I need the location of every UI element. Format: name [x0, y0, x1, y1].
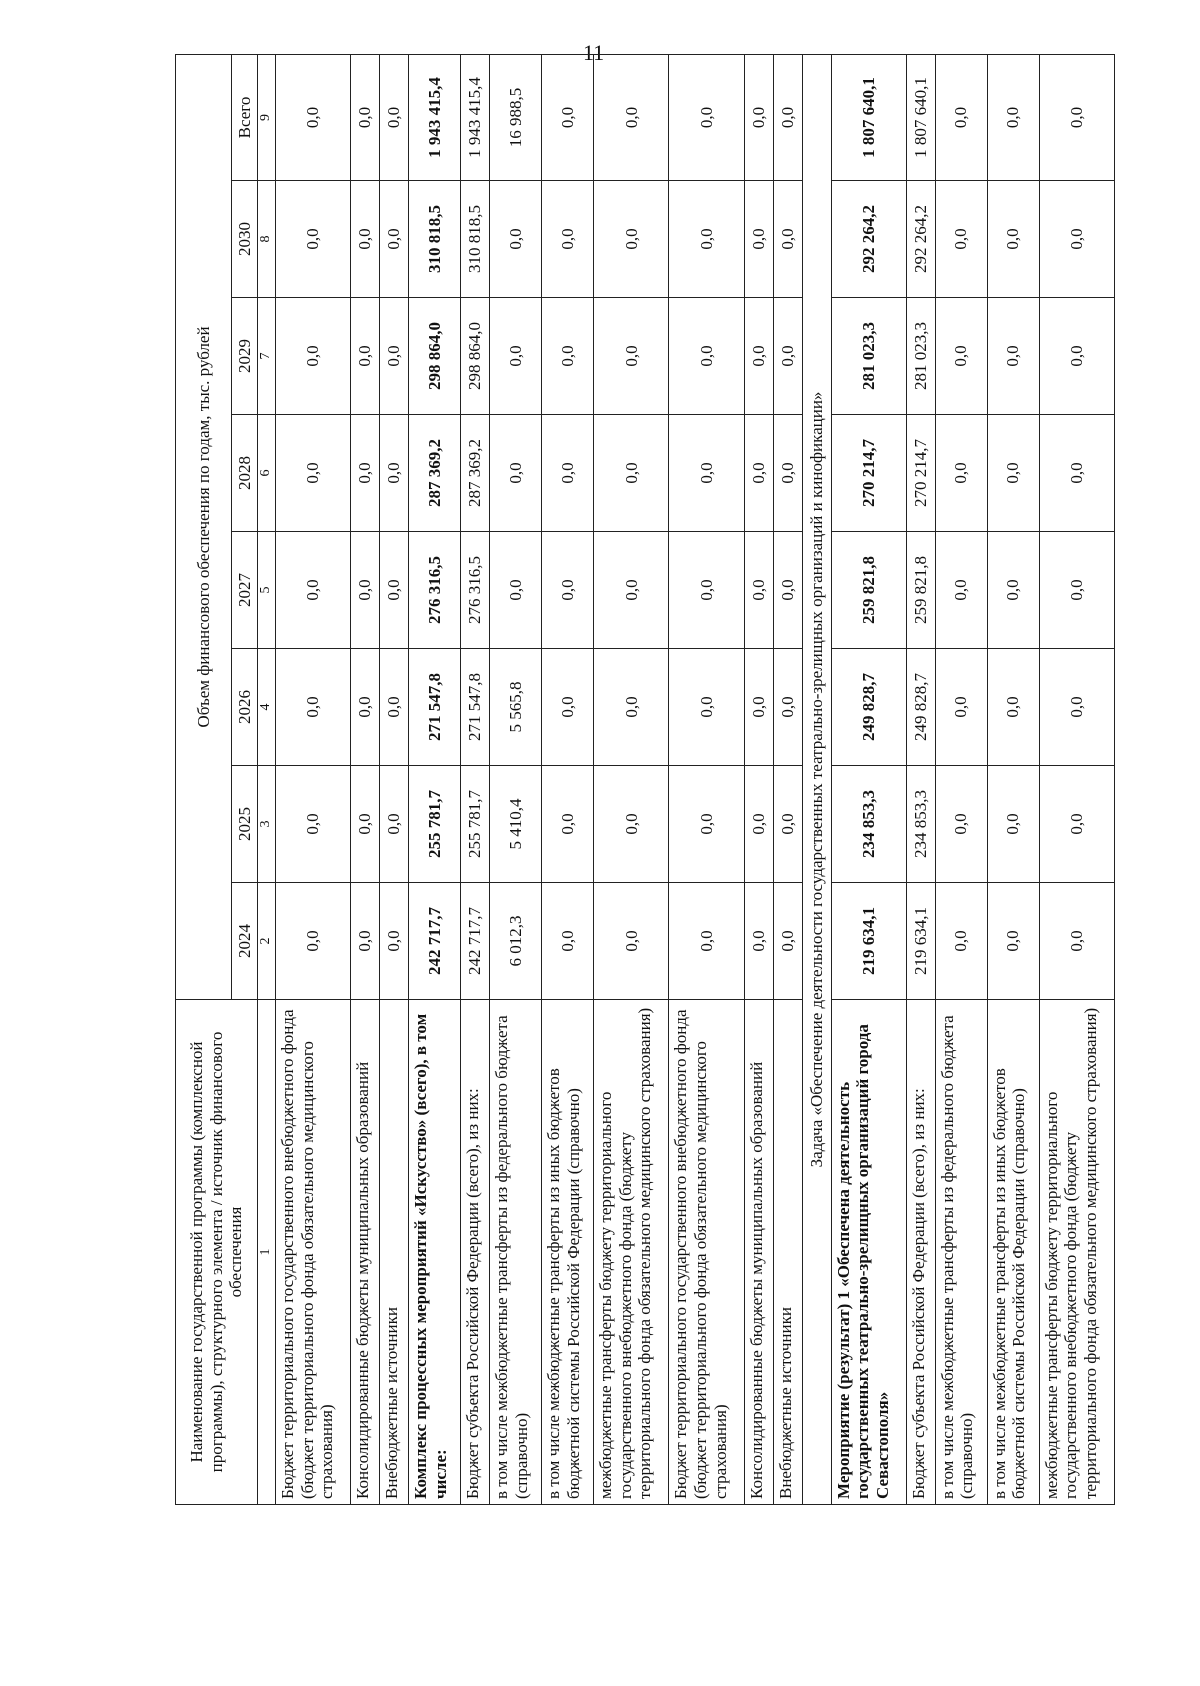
row-value: 0,0 [380, 532, 409, 649]
row-value: 0,0 [490, 532, 542, 649]
row-value: 0,0 [935, 415, 987, 532]
page-number: 11 [583, 40, 605, 65]
row-value: 270 214,7 [906, 415, 935, 532]
row-value: 0,0 [380, 766, 409, 883]
row-value: 0,0 [542, 766, 594, 883]
row-value: 0,0 [380, 181, 409, 298]
row-label: Внебюджетные источники [380, 1000, 409, 1505]
row-value: 0,0 [276, 415, 351, 532]
row-value: 0,0 [669, 415, 744, 532]
row-value: 287 369,2 [409, 415, 461, 532]
row-value: 0,0 [594, 883, 669, 1000]
row-value: 0,0 [542, 415, 594, 532]
row-value: 0,0 [987, 415, 1039, 532]
row-value: 1 943 415,4 [409, 54, 461, 180]
table-row [594, 54, 669, 1504]
row-label: в том числе межбюджетные трансферты из иных бюджетов бюджетной системы Российской Федерации (справочно) [987, 1000, 1039, 1505]
row-value: 0,0 [773, 532, 802, 649]
row-value: 0,0 [773, 766, 802, 883]
header-col-number-6: 7 [258, 298, 276, 415]
row-value: 0,0 [542, 649, 594, 766]
row-value: 0,0 [351, 415, 380, 532]
table-row [351, 54, 380, 1504]
table-row [773, 54, 802, 1504]
task-row [802, 54, 831, 1504]
row-value: 0,0 [490, 298, 542, 415]
row-value: 0,0 [542, 181, 594, 298]
table-row [409, 54, 461, 1504]
row-value: 0,0 [744, 298, 773, 415]
header-col-number-2: 3 [258, 766, 276, 883]
row-value: 255 781,7 [409, 766, 461, 883]
row-value: 0,0 [935, 181, 987, 298]
row-label: Бюджет субъекта Российской Федерации (всего), из них: [906, 1000, 935, 1505]
row-label: в том числе межбюджетные трансферты из иных бюджетов бюджетной системы Российской Федерации (справочно) [542, 1000, 594, 1505]
row-value: 281 023,3 [831, 298, 906, 415]
row-value: 281 023,3 [906, 298, 935, 415]
table-row [490, 54, 542, 1504]
header-year-0: 2024 [232, 883, 258, 1000]
row-label: межбюджетные трансферты бюджету территориального государственного внебюджетного фонда (бюджету территориального фонда обязательного медицинского страхования) [594, 1000, 669, 1505]
row-value: 0,0 [1039, 298, 1114, 415]
header-col-number-1: 2 [258, 883, 276, 1000]
header-name-column: Наименование государственной программы (комплексной программы), структурного элемента / источник финансового обеспечения [176, 1000, 258, 1505]
row-value: 0,0 [744, 415, 773, 532]
row-label: Бюджет территориального государственного внебюджетного фонда (бюджет территориального фонда обязательного медицинского страхования) [276, 1000, 351, 1505]
table-row [744, 54, 773, 1504]
row-value: 310 818,5 [409, 181, 461, 298]
row-value: 0,0 [1039, 766, 1114, 883]
row-value: 5 410,4 [490, 766, 542, 883]
row-value: 0,0 [380, 54, 409, 180]
row-value: 0,0 [935, 649, 987, 766]
row-value: 298 864,0 [461, 298, 490, 415]
row-value: 0,0 [542, 532, 594, 649]
row-value: 0,0 [773, 181, 802, 298]
row-value: 0,0 [351, 883, 380, 1000]
task-label: Задача «Обеспечение деятельности государственных театрально-зрелищных организаций и кинофикации» [802, 54, 831, 1504]
row-value: 0,0 [542, 883, 594, 1000]
header-year-4: 2028 [232, 415, 258, 532]
row-value: 0,0 [669, 649, 744, 766]
row-value: 0,0 [594, 649, 669, 766]
row-value: 0,0 [276, 766, 351, 883]
row-value: 0,0 [594, 532, 669, 649]
row-value: 0,0 [987, 766, 1039, 883]
row-value: 234 853,3 [831, 766, 906, 883]
row-value: 0,0 [594, 766, 669, 883]
row-value: 0,0 [773, 883, 802, 1000]
row-value: 0,0 [773, 649, 802, 766]
row-value: 0,0 [351, 766, 380, 883]
header-year-7: Всего [232, 54, 258, 180]
row-value: 6 012,3 [490, 883, 542, 1000]
row-value: 242 717,7 [461, 883, 490, 1000]
header-year-2: 2026 [232, 649, 258, 766]
row-value: 0,0 [594, 181, 669, 298]
row-value: 0,0 [935, 532, 987, 649]
row-value: 0,0 [594, 54, 669, 180]
row-value: 0,0 [380, 415, 409, 532]
row-value: 0,0 [669, 54, 744, 180]
row-value: 259 821,8 [831, 532, 906, 649]
row-label: Консолидированные бюджеты муниципальных образований [351, 1000, 380, 1505]
row-value: 271 547,8 [409, 649, 461, 766]
row-value: 0,0 [987, 181, 1039, 298]
header-col-number-8: 9 [258, 54, 276, 180]
row-value: 0,0 [594, 298, 669, 415]
row-value: 0,0 [987, 649, 1039, 766]
table-row [831, 54, 906, 1504]
header-col-number-5: 6 [258, 415, 276, 532]
header-col-number-4: 5 [258, 532, 276, 649]
row-value: 1 807 640,1 [831, 54, 906, 180]
row-value: 0,0 [744, 766, 773, 883]
row-value: 0,0 [987, 532, 1039, 649]
row-value: 0,0 [744, 649, 773, 766]
table-row [669, 54, 744, 1504]
row-value: 0,0 [542, 54, 594, 180]
row-value: 0,0 [351, 298, 380, 415]
row-value: 0,0 [744, 54, 773, 180]
table-row [542, 54, 594, 1504]
row-value: 0,0 [1039, 181, 1114, 298]
row-value: 298 864,0 [409, 298, 461, 415]
row-value: 242 717,7 [409, 883, 461, 1000]
table-row [935, 54, 987, 1504]
row-value: 270 214,7 [831, 415, 906, 532]
row-value: 0,0 [351, 532, 380, 649]
row-value: 0,0 [1039, 54, 1114, 180]
header-year-3: 2027 [232, 532, 258, 649]
row-value: 0,0 [987, 883, 1039, 1000]
header-volume-title: Объем финансового обеспечения по годам, тыс. рублей [176, 54, 232, 999]
row-label: межбюджетные трансферты бюджету территориального государственного внебюджетного фонда (бюджету территориального фонда обязательного медицинского страхования) [1039, 1000, 1114, 1505]
row-value: 0,0 [380, 649, 409, 766]
row-value: 259 821,8 [906, 532, 935, 649]
row-value: 0,0 [1039, 883, 1114, 1000]
header-year-1: 2025 [232, 766, 258, 883]
row-value: 0,0 [490, 415, 542, 532]
row-value: 0,0 [490, 181, 542, 298]
row-label: Консолидированные бюджеты муниципальных образований [744, 1000, 773, 1505]
row-value: 0,0 [935, 54, 987, 180]
row-value: 1 943 415,4 [461, 54, 490, 180]
row-value: 292 264,2 [906, 181, 935, 298]
row-value: 234 853,3 [906, 766, 935, 883]
row-value: 0,0 [935, 883, 987, 1000]
row-label: в том числе межбюджетные трансферты из федерального бюджета (справочно) [935, 1000, 987, 1505]
row-value: 0,0 [594, 415, 669, 532]
table-row [461, 54, 490, 1504]
row-value: 16 988,5 [490, 54, 542, 180]
row-value: 292 264,2 [831, 181, 906, 298]
row-value: 0,0 [380, 883, 409, 1000]
header-year-6: 2030 [232, 181, 258, 298]
row-value: 0,0 [669, 883, 744, 1000]
row-label: Внебюджетные источники [773, 1000, 802, 1505]
row-value: 0,0 [669, 298, 744, 415]
row-label: Комплекс процессных мероприятий «Искусство» (всего), в том числе: [409, 1000, 461, 1505]
row-value: 0,0 [276, 181, 351, 298]
table-row [906, 54, 935, 1504]
row-label: Бюджет территориального государственного внебюджетного фонда (бюджет территориального фонда обязательного медицинского страхования) [669, 1000, 744, 1505]
row-value: 0,0 [351, 181, 380, 298]
row-value: 1 807 640,1 [906, 54, 935, 180]
row-value: 287 369,2 [461, 415, 490, 532]
row-value: 276 316,5 [461, 532, 490, 649]
row-value: 219 634,1 [831, 883, 906, 1000]
table-row [276, 54, 351, 1504]
row-value: 0,0 [276, 54, 351, 180]
row-label: в том числе межбюджетные трансферты из федерального бюджета (справочно) [490, 1000, 542, 1505]
row-value: 0,0 [276, 298, 351, 415]
row-value: 0,0 [276, 649, 351, 766]
table-row [987, 54, 1039, 1504]
row-value: 219 634,1 [906, 883, 935, 1000]
row-label: Бюджет субъекта Российской Федерации (всего), из них: [461, 1000, 490, 1505]
rotated-table-container [175, 75, 1115, 1505]
table-row [380, 54, 409, 1504]
row-value: 249 828,7 [831, 649, 906, 766]
row-value: 0,0 [669, 766, 744, 883]
row-value: 0,0 [1039, 532, 1114, 649]
header-year-5: 2029 [232, 298, 258, 415]
row-value: 0,0 [669, 181, 744, 298]
row-value: 249 828,7 [906, 649, 935, 766]
row-label: Мероприятие (результат) 1 «Обеспечена деятельность государственных театрально-зрелищных организаций города Севастополя» [831, 1000, 906, 1505]
row-value: 0,0 [773, 415, 802, 532]
row-value: 310 818,5 [461, 181, 490, 298]
row-value: 255 781,7 [461, 766, 490, 883]
row-value: 0,0 [744, 181, 773, 298]
row-value: 0,0 [744, 883, 773, 1000]
row-value: 0,0 [669, 532, 744, 649]
row-value: 0,0 [1039, 415, 1114, 532]
financing-table [175, 54, 1115, 1505]
row-value: 0,0 [351, 54, 380, 180]
row-value: 0,0 [351, 649, 380, 766]
row-value: 0,0 [935, 298, 987, 415]
header-col-number-0: 1 [258, 1000, 276, 1505]
row-value: 0,0 [773, 54, 802, 180]
row-value: 5 565,8 [490, 649, 542, 766]
row-value: 0,0 [1039, 649, 1114, 766]
table-row [1039, 54, 1114, 1504]
row-value: 271 547,8 [461, 649, 490, 766]
header-col-number-3: 4 [258, 649, 276, 766]
row-value: 0,0 [773, 298, 802, 415]
row-value: 0,0 [744, 532, 773, 649]
row-value: 0,0 [987, 298, 1039, 415]
row-value: 0,0 [935, 766, 987, 883]
row-value: 276 316,5 [409, 532, 461, 649]
header-col-number-7: 8 [258, 181, 276, 298]
row-value: 0,0 [542, 298, 594, 415]
row-value: 0,0 [987, 54, 1039, 180]
row-value: 0,0 [276, 532, 351, 649]
row-value: 0,0 [380, 298, 409, 415]
row-value: 0,0 [276, 883, 351, 1000]
